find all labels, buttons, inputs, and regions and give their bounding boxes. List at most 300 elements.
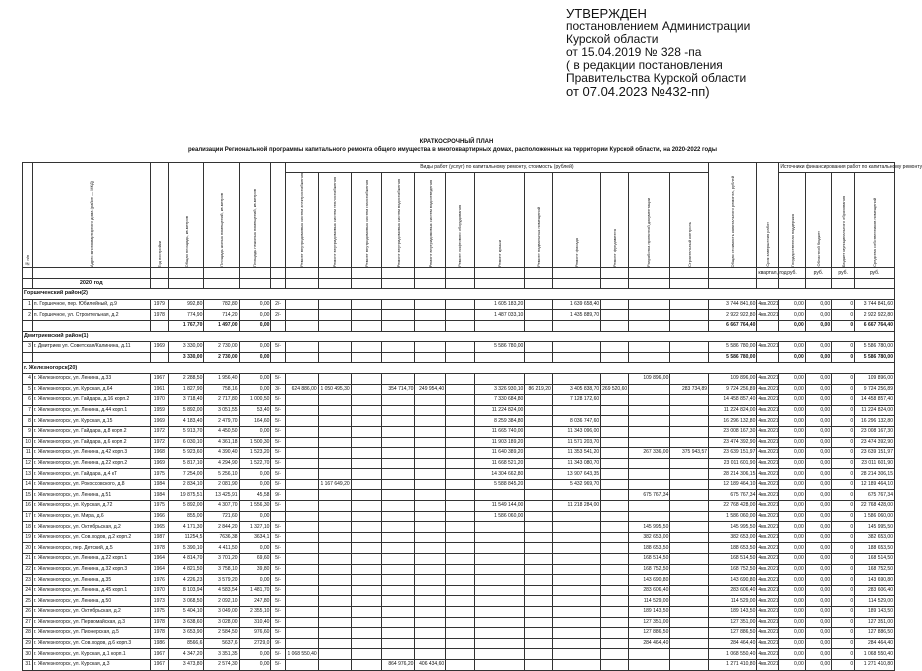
row-a3: 0,00	[239, 575, 271, 586]
row-w6	[446, 395, 475, 406]
row-a2: 2 717,80	[204, 395, 239, 406]
row-w5	[415, 522, 446, 533]
table-row	[23, 395, 895, 406]
row-w2	[318, 469, 351, 480]
row-w4	[382, 649, 415, 660]
row-s1: 0,00	[779, 607, 805, 618]
row-total: 168 514,50	[709, 554, 757, 565]
table-cell	[351, 320, 382, 331]
row-w2	[318, 585, 351, 596]
row-w12	[670, 607, 709, 618]
row-a1: 3 473,80	[169, 659, 204, 670]
row-w10	[601, 554, 628, 565]
section-total	[23, 352, 895, 363]
row-w8	[525, 575, 552, 586]
row-s2: 0,00	[805, 479, 831, 490]
row-w4	[382, 299, 415, 310]
row-w6	[446, 437, 475, 448]
total-s4: 5 586 780,00	[855, 352, 895, 363]
row-w10	[601, 373, 628, 384]
row-a2: 2 574,30	[204, 659, 239, 670]
row-w4	[382, 405, 415, 416]
row-w5	[415, 617, 446, 628]
row-w5	[415, 564, 446, 575]
table-cell	[32, 352, 150, 363]
row-w9: 8 036 747,60	[552, 416, 600, 427]
row-w10	[601, 405, 628, 416]
table-cell	[23, 278, 33, 289]
row-w4	[382, 416, 415, 427]
row-w11	[628, 437, 670, 448]
col-area-living: Площадь жилых помещений, кв.метров	[218, 193, 224, 267]
row-year: 1975	[150, 469, 169, 480]
row-w9: 11 218 284,00	[552, 501, 600, 512]
row-s2: 0,00	[805, 501, 831, 512]
row-s2: 0,00	[805, 628, 831, 639]
row-a1: 5 892,00	[169, 405, 204, 416]
row-w12	[670, 437, 709, 448]
col-src-own: Средства собственников помещений	[872, 198, 878, 267]
row-w10	[601, 458, 628, 469]
row-s2: 0,00	[805, 490, 831, 501]
row-w3	[351, 384, 382, 395]
row-total: 189 143,50	[709, 607, 757, 618]
row-w2	[318, 617, 351, 628]
row-w1	[285, 310, 318, 321]
row-w1: 624 886,00	[285, 384, 318, 395]
row-a3: 2 355,10	[239, 607, 271, 618]
row-s2: 0,00	[805, 405, 831, 416]
row-a2: 4 390,40	[204, 448, 239, 459]
row-s4: 1 271 410,80	[855, 659, 895, 670]
row-w5	[415, 607, 446, 618]
total-s2: 0,00	[805, 320, 831, 331]
row-w10	[601, 501, 628, 512]
table-row	[23, 628, 895, 639]
row-number: 18	[23, 522, 33, 533]
row-total: 675 767,34	[709, 490, 757, 501]
row-year: 1969	[150, 416, 169, 427]
row-dl: 4кв.2021	[757, 299, 779, 310]
row-a4: 5/-	[271, 479, 285, 490]
row-w7	[474, 628, 525, 639]
row-w5	[415, 416, 446, 427]
total-a2: 2 730,00	[204, 352, 239, 363]
row-address: п. Горшечное, пер. Юбилейный, д.9	[32, 299, 150, 310]
col-work-11: Разработка проектной документации	[646, 198, 652, 267]
row-s3: 0	[832, 596, 855, 607]
row-s3: 0	[832, 585, 855, 596]
row-w11	[628, 299, 670, 310]
row-a1: 8566,6	[169, 638, 204, 649]
row-address: г. Железногорск, ул. Гайдара, д.16 корп.2	[32, 395, 150, 406]
row-w1	[285, 448, 318, 459]
row-w5	[415, 395, 446, 406]
row-total: 1 586 060,00	[709, 511, 757, 522]
row-s1: 0,00	[779, 511, 805, 522]
row-dl: 4кв.2021	[757, 554, 779, 565]
row-w9	[552, 607, 600, 618]
row-w5	[415, 448, 446, 459]
row-w12	[670, 564, 709, 575]
row-a1: 5 390,10	[169, 543, 204, 554]
row-year: 1979	[150, 299, 169, 310]
row-s2: 0,00	[805, 373, 831, 384]
row-a3: 0,00	[239, 310, 271, 321]
col-work-10: Ремонт фундамента	[611, 228, 617, 267]
row-s2: 0,00	[805, 638, 831, 649]
col-work-12: Строительный контроль	[686, 222, 692, 267]
total-s2: 0,00	[805, 352, 831, 363]
col-deadline: Срок завершения работ	[765, 222, 771, 267]
row-w1	[285, 554, 318, 565]
row-w11	[628, 511, 670, 522]
row-w9: 7 128 172,60	[552, 395, 600, 406]
row-a2: 2 092,10	[204, 596, 239, 607]
total-s3: 0	[832, 320, 855, 331]
row-a3: 164,60	[239, 416, 271, 427]
row-w1	[285, 469, 318, 480]
row-w8	[525, 596, 552, 607]
table-cell	[23, 320, 33, 331]
row-w7	[474, 585, 525, 596]
row-w12	[670, 659, 709, 670]
row-w3	[351, 310, 382, 321]
row-w9	[552, 522, 600, 533]
total-s4: 6 667 764,40	[855, 320, 895, 331]
row-s4: 23 011 601,90	[855, 458, 895, 469]
row-w4	[382, 575, 415, 586]
year-row	[23, 278, 895, 289]
row-number: 27	[23, 617, 33, 628]
row-dl: 4кв.2021	[757, 490, 779, 501]
row-w9	[552, 373, 600, 384]
row-a4: 5/-	[271, 522, 285, 533]
table-row	[23, 575, 895, 586]
row-total: 16 296 132,80	[709, 416, 757, 427]
row-w10	[601, 649, 628, 660]
row-w4	[382, 596, 415, 607]
row-s1: 0,00	[779, 628, 805, 639]
table-cell	[601, 352, 628, 363]
row-s2: 0,00	[805, 342, 831, 353]
plan-table	[22, 162, 922, 671]
row-w8	[525, 310, 552, 321]
row-w12: 375 943,57	[670, 448, 709, 459]
table-cell	[318, 278, 351, 289]
row-s3: 0	[832, 416, 855, 427]
row-w7	[474, 649, 525, 660]
row-w11: 188 653,50	[628, 543, 670, 554]
row-w5	[415, 501, 446, 512]
row-w2	[318, 628, 351, 639]
row-w8	[525, 501, 552, 512]
row-number: 10	[23, 437, 33, 448]
row-w2	[318, 458, 351, 469]
row-total: 382 653,00	[709, 532, 757, 543]
row-w6	[446, 607, 475, 618]
row-w3	[351, 511, 382, 522]
row-w2	[318, 522, 351, 533]
table-cell	[239, 278, 271, 289]
row-a4: 5/-	[271, 501, 285, 512]
row-a2: 3 701,20	[204, 554, 239, 565]
row-w4	[382, 638, 415, 649]
row-s1: 0,00	[779, 384, 805, 395]
row-w7: 5 586 780,00	[474, 342, 525, 353]
row-w2	[318, 607, 351, 618]
col-work-6: Ремонт лифтового оборудования	[457, 205, 463, 267]
table-cell	[474, 320, 525, 331]
row-s4: 23 008 167,30	[855, 426, 895, 437]
row-dl: 4кв.2021	[757, 564, 779, 575]
row-s4: 284 464,40	[855, 638, 895, 649]
row-s3: 0	[832, 638, 855, 649]
row-a2: 1 956,40	[204, 373, 239, 384]
table-header	[23, 163, 922, 279]
row-s4: 109 896,00	[855, 373, 895, 384]
row-s4: 2 922 922,80	[855, 310, 895, 321]
col-year: Год постройки	[156, 240, 162, 267]
row-a1: 3 653,90	[169, 628, 204, 639]
row-w8	[525, 607, 552, 618]
row-s2: 0,00	[805, 458, 831, 469]
row-address: г. Железногорск, ул. Ленина, д.33	[32, 373, 150, 384]
row-dl: 4кв.2021	[757, 458, 779, 469]
row-total: 1 068 550,40	[709, 649, 757, 660]
row-address: г. Железногорск, ул. Гайдара, д.4 кТ	[32, 469, 150, 480]
row-total: 145 995,50	[709, 522, 757, 533]
row-w3	[351, 458, 382, 469]
row-a1: 992,80	[169, 299, 204, 310]
row-a3: 3634,1	[239, 532, 271, 543]
row-a3: 0,00	[239, 511, 271, 522]
row-w3	[351, 649, 382, 660]
row-w5	[415, 299, 446, 310]
row-address: г. Железногорск, ул. Ленина, д.35	[32, 575, 150, 586]
table-cell	[525, 278, 552, 289]
row-a2: 2 844,20	[204, 522, 239, 533]
row-w5	[415, 405, 446, 416]
row-s4: 127 886,50	[855, 628, 895, 639]
row-w7	[474, 554, 525, 565]
col-works-group: Виды работ (услуг) по капитальному ремонту, стоимость (рублей)	[285, 163, 708, 173]
row-w5: 406 434,60	[415, 659, 446, 670]
row-w12	[670, 596, 709, 607]
row-w12	[670, 373, 709, 384]
total-s3: 0	[832, 352, 855, 363]
row-w2	[318, 310, 351, 321]
row-a1: 7 254,00	[169, 469, 204, 480]
unit-rub: руб.	[832, 268, 855, 279]
row-w2	[318, 342, 351, 353]
row-w5	[415, 437, 446, 448]
row-dl: 4кв.2021	[757, 479, 779, 490]
row-w5	[415, 479, 446, 490]
row-w11: 127 351,00	[628, 617, 670, 628]
row-w4	[382, 426, 415, 437]
row-w2	[318, 448, 351, 459]
row-w9: 1 639 658,40	[552, 299, 600, 310]
row-w8	[525, 342, 552, 353]
row-w7: 14 304 662,80	[474, 469, 525, 480]
row-a3: 0,00	[239, 469, 271, 480]
col-num: № п/п	[24, 255, 30, 267]
row-total: 127 886,50	[709, 628, 757, 639]
row-s3: 0	[832, 575, 855, 586]
row-w7: 5 588 845,20	[474, 479, 525, 490]
table-row	[23, 511, 895, 522]
row-w7	[474, 596, 525, 607]
row-number: 24	[23, 585, 33, 596]
row-a4: 2/-	[271, 310, 285, 321]
row-s1: 0,00	[779, 342, 805, 353]
row-w2	[318, 395, 351, 406]
row-year: 1972	[150, 437, 169, 448]
row-w9	[552, 628, 600, 639]
section-header	[23, 331, 895, 342]
row-w12	[670, 342, 709, 353]
row-s4: 23 639 151,97	[855, 448, 895, 459]
row-w7	[474, 373, 525, 384]
approval-line: УТВЕРЖДЕН	[566, 6, 647, 21]
table-cell	[32, 320, 150, 331]
row-w7: 11 640 389,20	[474, 448, 525, 459]
row-a1: 5 892,00	[169, 501, 204, 512]
row-year: 1966	[150, 511, 169, 522]
row-w1	[285, 564, 318, 575]
row-w6	[446, 617, 475, 628]
row-w4	[382, 607, 415, 618]
table-row	[23, 426, 895, 437]
row-a2: 5 256,10	[204, 469, 239, 480]
col-work-1: Ремонт внутридомовых систем электроснабжения	[299, 173, 305, 267]
row-s1: 0,00	[779, 659, 805, 670]
row-s1: 0,00	[779, 416, 805, 427]
row-w3	[351, 575, 382, 586]
unit-rub: руб.	[779, 268, 805, 279]
row-a1: 4 347,20	[169, 649, 204, 660]
row-w11: 382 653,00	[628, 532, 670, 543]
row-w11: 114 529,00	[628, 596, 670, 607]
row-a3: 976,60	[239, 628, 271, 639]
row-a4: 5/-	[271, 585, 285, 596]
row-w1	[285, 659, 318, 670]
row-w7: 1 586 060,00	[474, 511, 525, 522]
row-year: 1961	[150, 384, 169, 395]
row-s3: 0	[832, 490, 855, 501]
row-w1	[285, 617, 318, 628]
row-w12	[670, 501, 709, 512]
row-w5	[415, 543, 446, 554]
row-w4	[382, 342, 415, 353]
row-a2: 4 307,70	[204, 501, 239, 512]
table-cell	[832, 278, 855, 289]
row-dl: 4кв.2021	[757, 373, 779, 384]
row-w10	[601, 532, 628, 543]
row-s4: 168 752,50	[855, 564, 895, 575]
row-w11: 675 767,34	[628, 490, 670, 501]
row-w7	[474, 490, 525, 501]
row-s4: 189 143,50	[855, 607, 895, 618]
row-dl: 4кв.2021	[757, 501, 779, 512]
table-row	[23, 638, 895, 649]
row-w11	[628, 342, 670, 353]
row-year: 1964	[150, 564, 169, 575]
row-w4	[382, 522, 415, 533]
row-year: 1984	[150, 490, 169, 501]
table-cell	[757, 278, 779, 289]
row-w6	[446, 585, 475, 596]
row-w1	[285, 532, 318, 543]
row-s1: 0,00	[779, 490, 805, 501]
row-a2: 4 411,50	[204, 543, 239, 554]
row-w7: 11 549 144,00	[474, 501, 525, 512]
row-w8: 86 219,20	[525, 384, 552, 395]
row-w1	[285, 607, 318, 618]
col-cost-total: Общая стоимость капитального ремонта, рублей	[730, 175, 736, 267]
row-total: 28 214 306,15	[709, 469, 757, 480]
row-address: г. Железногорск, ул. Ленина, д.45 корп.1	[32, 585, 150, 596]
row-w5	[415, 310, 446, 321]
row-s1: 0,00	[779, 649, 805, 660]
row-s1: 0,00	[779, 299, 805, 310]
row-number: 28	[23, 628, 33, 639]
row-w1	[285, 342, 318, 353]
row-w12	[670, 532, 709, 543]
row-w8	[525, 638, 552, 649]
row-year: 1975	[150, 607, 169, 618]
table-cell	[525, 320, 552, 331]
row-s1: 0,00	[779, 596, 805, 607]
row-w3	[351, 522, 382, 533]
row-w4	[382, 395, 415, 406]
row-w5	[415, 373, 446, 384]
row-a3: 247,80	[239, 596, 271, 607]
section-title: Дмитриевский район(1)	[23, 331, 895, 342]
table-cell	[382, 352, 415, 363]
row-w7	[474, 543, 525, 554]
row-number: 21	[23, 554, 33, 565]
row-w11: 109 896,00	[628, 373, 670, 384]
table-cell	[150, 278, 169, 289]
row-dl: 4кв.2021	[757, 607, 779, 618]
row-a2: 2 730,00	[204, 342, 239, 353]
table-row	[23, 405, 895, 416]
row-w1	[285, 543, 318, 554]
row-w7	[474, 532, 525, 543]
row-w2	[318, 575, 351, 586]
row-a4: 5/-	[271, 448, 285, 459]
row-s4: 675 767,34	[855, 490, 895, 501]
row-w1	[285, 585, 318, 596]
section-header	[23, 289, 895, 300]
col-src-reg: Областной бюджет	[815, 231, 821, 267]
row-dl: 4кв.2021	[757, 575, 779, 586]
row-w12	[670, 479, 709, 490]
row-w5	[415, 596, 446, 607]
row-total: 23 639 151,97	[709, 448, 757, 459]
row-a4: 2/-	[271, 299, 285, 310]
total-s1: 0,00	[779, 320, 805, 331]
row-w8	[525, 532, 552, 543]
row-dl: 4кв.2021	[757, 405, 779, 416]
row-s3: 0	[832, 628, 855, 639]
row-a2: 4 294,90	[204, 458, 239, 469]
row-a3: 0,00	[239, 649, 271, 660]
table-cell	[805, 278, 831, 289]
row-a3: 39,80	[239, 564, 271, 575]
